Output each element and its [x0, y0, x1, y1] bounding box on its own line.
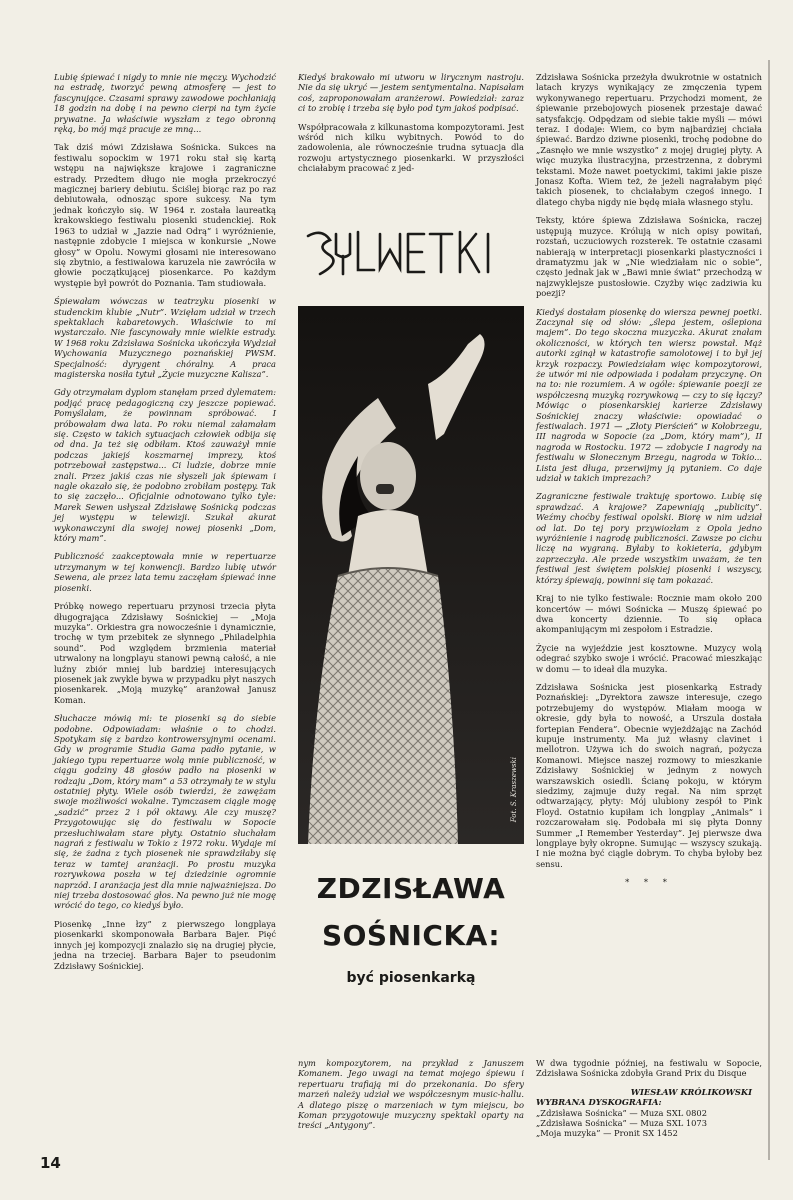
discography-heading: WYBRANA DYSKOGRAFIA:: [536, 1097, 662, 1108]
discography-item: „Moja muzyka” — Pronit SX 1452: [536, 1128, 678, 1139]
article-column-3: [536, 72, 762, 896]
article-paragraph: Śpiewałam wówczas w teatrzyku piosenki w studenckim klubie „Nutr”. Wzięłam udział w trzech spektaklach kabaretowych. Właściwie to mi wystarczało. Nie fascynowały mnie wielkie estrady. W 1968 roku Zdzisława Sośnicka ukończyła Wydział Wychowania Muzycznego poznańskiej PWSM. Specjalność: dyrygent chóralny. A praca magisterska nosiła tytuł „Życie muzyczne Kalisza”.: [54, 296, 276, 379]
section-break: * * *: [625, 877, 673, 888]
singer-image: [298, 306, 524, 844]
article-paragraph: Próbkę nowego repertuaru przynosi trzecia płyta długogrająca Zdzisławy Sośnickiej — „Moja muzyka”. Orkiestra gra nowocześnie i dynamicznie, trochę w tym przebitek ze słynnego „Philadelphia sound”. Pod względem brzmienia materiał utrwalony na longplayu stanowi pewną całość, a nie luźny zbiór mniej lub bardziej interesujących piosenek jak zwykle bywa w przypadku płyt naszych piosenkarek. „Moją muzykę” aranżował Janusz Koman.: [54, 601, 276, 705]
article-column-1: [54, 72, 276, 979]
article-paragraph: Kraj to nie tylko festiwale: Rocznie mam około 200 koncertów — mówi Sośnicka — Muszę śpiewać po dwa koncerty dziennie. To się opłaca akompaniującym mi zespołom i Estradzie.: [536, 593, 762, 635]
margin-rule: [768, 60, 770, 1160]
article-column-2-top: [298, 72, 524, 182]
article-subtitle: być piosenkarką: [346, 970, 476, 986]
discography-item: „Zdzisława Sośnicka” — Muza SXL 1073: [536, 1118, 707, 1129]
page-number: 14: [40, 1154, 61, 1172]
article-paragraph: Gdy otrzymałam dyplom stanęłam przed dylematem: podjąć pracę pedagogiczną czy jeszcze popiewać. Pomyślałam, że powinnam spróbować. I próbowałam dwa lata. Po roku niemal załamałam się. Często w takich sytuacjach człowiek odbija się od dna. Ja też się odbiłam. Ktoś zauważył mnie podczas jakiejś koszmarnej imprezy, ktoś potrzebował zastępstwa... Ci ludzie, dobrze mnie znali. Przez jakiś czas nie słyszeli jak śpiewam i nagle okazało się, że podobno zrobiłam postępy. Tak to się zaczęło... Oficjalnie odnotowano tylko tyle: Marek Sewen usłyszał Zdzisławę Sośnicką podczas jej występu w telewizji. Szukał akurat wykonawczyni dla swojej nowej piosenki „Dom, który mam”.: [54, 387, 276, 544]
title-line-1: ZDZISŁAWA: [316, 872, 506, 905]
title-line-2: SOŚNICKA:: [321, 919, 501, 952]
article-paragraph: nym kompozytorem, na przykład z Januszem Komanem. Jego uwagi na temat mojego śpiewu i repertuaru trafiają mi do przekonania. Do sfery marzeń należy udział we współczesnym music-hallu. A dlatego piszę o marzeniach w tym miejscu, bo Koman przygotowuje muzyczny spektakl oparty na treści „Antygony”.: [298, 1058, 524, 1131]
closing-paragraph: W dwa tygodnie później, na festiwalu w Sopocie, Zdzisława Sośnicka zdobyła Grand Prix du Disque: [536, 1058, 762, 1079]
sylwetki-logo: [300, 222, 522, 282]
article-column-3-bottom: [536, 1058, 762, 1139]
article-paragraph: Teksty, które śpiewa Zdzisława Sośnicka, raczej ustępują muzyce. Królują w nich opisy powitań, rozstań, uczuciowych rozsterek. Te ostatnie czasami nabierają w interpretacji piosenkarki plastyczności i dramatyzmu jak w „Nie wiedziałam nic o sobie”, często jednak jak w „Bawi mnie świat” przechodzą w najzwyklejsze pustosłowie. Czyżby więc zadziwia ku poezji?: [536, 215, 762, 299]
article-paragraph: Kiedyś dostałam piosenkę do wiersza pewnej poetki. Zaczynał się od słów: „ślepa jestem, oślepiona majem”. Do tego skoczna muzyczka. Akurat znałam okoliczności, w których ten wiersz powstał. Mąż autorki zginął w katastrofie samolotowej i to był jej krzyk rozpaczy. Powiedziałam więc kompozytorowi, że utwór mi nie odpowiada i podałam przyczynę. On na to: nie rozumiem. A w ogóle: śpiewanie poezji ze współczesną muzyką rozrywkową — czy to się łączy? Mówiąc o piosenkarskiej karierze Zdzisławy Sośnickiej znaczy właściwie: opowiadać o festiwalach. 1971 — „Złoty Pierścień” w Kołobrzegu, III nagroda w Sopocie (za „Dom, który mam”), II nagroda w Rostocku. 1972 — zdobycie I nagrody na festiwalu w Słonecznym Brzegu, nagroda w Tokio... Lista jest długa, przerwijmy ją pytaniem. Co daje udział w takich imprezach?: [536, 306, 762, 484]
article-paragraph: Zagraniczne festiwale traktuję sportowo. Lubię się sprawdzać. A krajowe? Zapewniają „publicity”. Weźmy choćby festiwal opolski. Biorę w nim udział od lat. Do tej pory przywiozłam z Opola jedno wyróżnienie i nagrodę publiczności. Zawsze po cichu liczę na wygraną. Byłaby to kokieteria, gdybym zaprzeczyła. Ale przede wszystkim uważam, że ten festiwal jest świętem polskiej piosenki i wszyscy, którzy śpiewają, powinni się tam pokazać.: [536, 491, 762, 585]
article-paragraph: Tak dziś mówi Zdzisława Sośnicka. Sukces na festiwalu sopockim w 1971 roku stał się kartą wstępu na największe krajowe i zagraniczne estrady. Przedtem długo nie mogła przekroczyć magicznej bariery debiutu. Ściślej biorąc raz po raz debiutowała, odnosząc spore sukcesy. Na tym jednak kończyło się. W 1964 r. została laureatką krakowskiego festiwalu piosenki studenckiej. Rok 1963 to udział w „Jazzie nad Odrą” i wyróżnienie, następnie zdobycie I miejsca w konkursie „Nowe głosy” w Opolu. Nowymi głosami nie interesowano się zbytnio, a festiwalowa karuzela nie zawróciła w głowie początkującej piosenkarce. Po każdym występie był powrót do Poznania. Tam studiowała.: [54, 142, 276, 288]
discography-item: „Zdzisława Sośnicka” — Muza SXL 0802: [536, 1107, 707, 1118]
article-paragraph: Zdzisława Sośnicka jest piosenkarką Estrady Poznańskiej: „Dyrektora zawsze interesuje, czego potrzebujemy do występów. Miałam mooga w okresie, gdy była to nowość, a Urszula dostała fortepian Fendera”. Obecnie wyjeżdżając na Zachód kupuje instrumenty. Ma już własny clavinet i mellotron. Używa ich do swoich nagrań, pożycza Komanowi. Miejsce naszej rozmowy to mieszkanie Zdzisławy Sośnickiej w jednym z nowych warszawskich osiedli. Ścianę pokoju, w którym siedzimy, zajmuje duży regał. Na nim sprzęt odtwarzający, płyty: Mój ulubiony zespół to Pink Floyd. Ostatnio kupiłam ich longplay „Animals” i rozczarowałam się. Podobała mi się płyta Donny Summer „I Remember Yesterday”. Jej pierwsze dwa longplaye były okropne. Sumując — wszyscy szukają. I nie można być ciągle dobrym. To chyba byłoby bez sensu.: [536, 681, 762, 869]
article-paragraph: Życie na wyjeździe jest kosztowne. Muzycy wolą odegrać szybko swoje i wrócić. Pracować mieszkając w domu — to ideał dla muzyka.: [536, 642, 762, 674]
article-paragraph: Piosenkę „Inne łzy” z pierwszego longplaya piosenkarki skomponowała Barbara Bajer. Pięć innych jej kompozycji znalazło się na drugiej płycie, jedna na trzeciej. Barbara Bajer to pseudonim Zdzisławy Sośnickiej.: [54, 918, 276, 971]
article-paragraph: Zdzisława Sośnicka przeżyła dwukrotnie w ostatnich latach kryzys wynikający ze zmęczenia typem wykonywanego repertuaru. Przychodzi moment, że śpiewanie przebojowych piosenek przestaje dawać satysfakcję. Odpędzam od siebie takie myśli — mówi teraz. I dodaje: Wiem, co bym najbardziej chciała śpiewać. Bardzo dziwne piosenki, trochę podobne do „Zasnęło we mnie wszystko” z mojej drugiej płyty. A więc muzyka ilustracyjna, przestrzenna, z dobrymi tekstami. Może nawet poetyckimi, takimi jakie pisze Jonasz Kofta. Wiem też, że jeżeli nagrałabym pięć takich piosenek, to chciałabym czegoś innego. I dlatego chyba nigdy nie będę miała własnego stylu.: [536, 72, 762, 207]
article-column-2-bottom: [298, 1058, 524, 1139]
author-signature: WIESŁAW KRÓLIKOWSKI: [630, 1086, 752, 1097]
article-paragraph: Współpracowała z kilkunastoma kompozytorami. Jest wśród nich kilku wybitnych. Powód to do zadowolenia, ale równocześnie trudna sytuacja dla rozwoju artystycznego piosenkarki. W przyszłości chciałabym pracować z jed-: [298, 121, 524, 174]
article-paragraph: Publiczność zaakceptowała mnie w repertuarze utrzymanym w tej konwencji. Bardzo lubię utwór Sewena, ale przez lata temu zaczęłam śpiewać inne piosenki.: [54, 551, 276, 593]
article-paragraph: Lubię śpiewać i nigdy to mnie nie męczy. Wychodzić na estradę, tworzyć pewną atmosferę — jest to fascynujące. Czasami sprawy zawodowe pochłaniają 18 godzin na dobę i na pewno cierpi na tym życie prywatne. Ja właściwie wyszłam z tego obronną ręką, bo mój mąż pracuje ze mną...: [54, 72, 276, 135]
article-title: [286, 872, 536, 986]
article-paragraph: Słuchacze mówią mi: te piosenki są do siebie podobne. Odpowiadam: właśnie o to chodzi. Spotykam się z bardzo kontrowersyjnymi ocenami. Gdy w programie Studia Gama padło pytanie, w jakiego typu repertuarze wolą mnie publiczność, w ciągu godziny 48 głosów padło na piosenki w rodzaju „Dom, który mam” a 53 otrzymały te w stylu ostatniej płyty. Wiele osób twierdzi, że zawężam swoje możliwości wokalne. Tymczasem ciągle mogę „sadzić” przez 2 i pół oktawy. Ale czy muszę? Przygotowując się do festiwalu w Sopocie przesłuchiwałam stare płyty. Ostatnio słuchałam nagrań z festiwalu w Tokio z 1972 roku. Wydaje mi się, że żadna z tych piosenek nie sprawdziłaby się teraz w tamtej aranżacji. Po prostu muzyka rozrywkowa poszła w tej dziedzinie ogromnie naprzód. I aranżacja jest dla mnie najważniejsza. Do niej trzeba dostosować głos. Na pewno już nie mogę wrócić do tego, co kiedyś było.: [54, 713, 276, 911]
article-paragraph: Kiedyś brakowało mi utworu w lirycznym nastroju. Nie da się ukryć — jestem sentymentalna. Napisałam coś, zaproponowałam aranżerowi. Powiedział: zaraz ci to zrobię i trzeba się było pod tym jakoś podpisać.: [298, 72, 524, 114]
singer-photo: [298, 306, 524, 844]
photo-credit: Fot. S. Kraszewski: [510, 756, 518, 822]
